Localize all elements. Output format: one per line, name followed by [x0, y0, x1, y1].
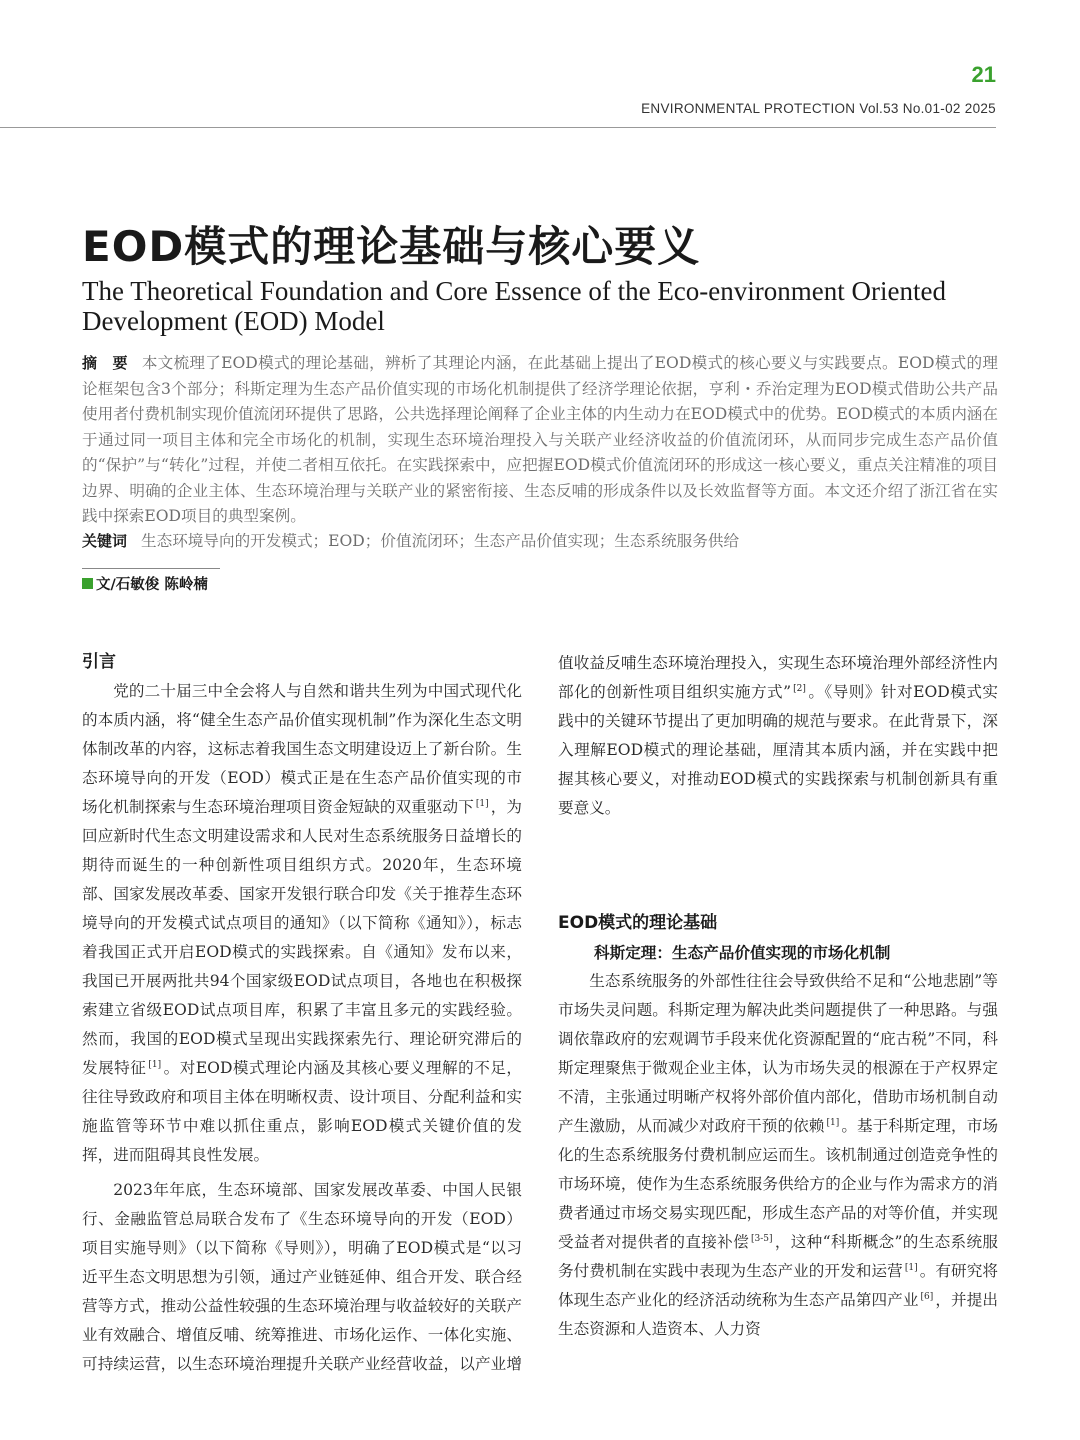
citation: [1]	[826, 1118, 840, 1128]
intro-paragraph-2	[558, 648, 998, 823]
citation: [2]	[793, 684, 806, 694]
author-line	[82, 573, 208, 594]
abstract-label: 摘 要	[82, 354, 128, 372]
abstract	[82, 351, 998, 530]
keywords	[82, 529, 998, 555]
subsection-heading-coase: 科斯定理：生态产品价值实现的市场化机制	[594, 943, 891, 962]
right-column	[558, 909, 998, 1378]
citation: [1]	[148, 1060, 162, 1070]
intro-p1-text-a: 党的二十届三中全会将人与自然和谐共生列为中国式现代化的本质内涵，将“健全生态产品价值实现机制”作为深化生态文明体制改革的内容，这标志着我国生态文明建设迈上了新台阶。生态环境导向的开发（EOD）模式正是在生态产品价值实现的市场化机制探索与生态环境治理项目资金短缺的双重驱动下	[82, 682, 522, 816]
coase-text-b: 。基于科斯定理，市场化的生态系统服务付费机制应运而生。该机制通过创造竞争性的市场环境，使作为生态系统服务供给方的企业与作为需求方的消费者通过市场交易实现匹配，形成生态产品的对等价值，并实现受益者对提供者的直接补偿	[558, 1117, 998, 1251]
section-heading-theory: EOD模式的理论基础	[558, 913, 718, 933]
coase-text-c: ，这种“科斯概念”的生态系统服务付费机制在实践中表现为生态产业的开发和运营	[558, 1233, 998, 1280]
coase-text-a: 生态系统服务的外部性往往会导致供给不足和“公地悲剧”等市场失灵问题。科斯定理为解决此类问题提供了一种思路。与强调依靠政府的宏观调节手段来优化资源配置的“庇古税”不同，科斯定理聚焦于微观企业主体，认为市场失灵的根源在于产权界定不清，主张通过明晰产权将外部价值内部化，借助市场机制自动产生激励，从而减少对政府干预的依赖	[558, 972, 998, 1135]
article-title-en: The Theoretical Foundation and Core Essence of the Eco-environment Oriented Development (EOD) Model	[82, 276, 946, 336]
header-divider	[0, 127, 996, 128]
citation: [3-5]	[750, 1234, 773, 1244]
citation: [1]	[475, 799, 489, 809]
intro-p1-text-c: 。对EOD模式理论内涵及其核心要义理解的不足，往往导致政府和项目主体在明晰权责、设计项目、分配利益和实施监管等环节中难以抓住重点，影响EOD模式关键价值的发挥，进而阻碍其良性发展。	[82, 1059, 522, 1164]
intro-p2-text-a: 2023年年底，生态环境部、国家发展改革委、中国人民银行、金融监管总局联合发布了《生态环境导向的开发（EOD）项目实施导则》（以下简称《导则》），明确了EOD模式是“以习近平生态文明思想为引领，通过产业链延伸、组合开发、联合经营等方式，推动公益性较强的生态环境治理与收益较好的关联产业有效融合、增值反哺、统筹推进、市场化运作、一体化实施、可持续运营，以生态环境治理提升关联产业经营收益，以产业增	[82, 1181, 522, 1373]
author-divider	[82, 568, 220, 569]
page-number: 21	[971, 62, 996, 87]
article-title-cn: EOD模式的理论基础与核心要义	[82, 222, 701, 271]
coase-paragraph	[558, 967, 998, 1344]
coase-text-d: 。有研究将体现生态产业化的经济活动统称为生态产品第四产业	[558, 1262, 998, 1309]
citation: [6]	[920, 1292, 934, 1302]
keywords-text: 生态环境导向的开发模式；EOD；价值流闭环；生态产品价值实现；生态系统服务供给	[141, 532, 740, 550]
keywords-label: 关键词	[82, 532, 128, 550]
right-column-continuation	[558, 648, 998, 823]
intro-p2-text-a: 值收益反哺生态环境治理投入，实现生态环境治理外部经济性内部化的创新性项目组织实施方式”	[558, 654, 998, 701]
author-text: 文/石敏俊 陈岭楠	[96, 577, 208, 593]
abstract-text: 本文梳理了EOD模式的理论基础，辨析了其理论内涵，在此基础上提出了EOD模式的核心要义与实践要点。EOD模式的理论框架包含3个部分；科斯定理为生态产品价值实现的市场化机制提供了经济学理论依据，亨利・乔治定理为EOD模式借助公共产品使用者付费机制实现价值流闭环提供了思路，公共选择理论阐释了企业主体的内生动力在EOD模式中的优势。EOD模式的本质内涵在于通过同一项目主体和完全市场化的机制，实现生态环境治理投入与关联产业经济收益的价值流闭环，从而同步完成生态产品价值的“保护”与“转化”过程，并使二者相互依托。在实践探索中，应把握EOD模式价值流闭环的形成这一核心要义，重点关注精准的项目边界、明确的企业主体、生态环境治理与关联产业的紧密衔接、生态反哺的形成条件以及长效监督等方面。本文还介绍了浙江省在实践中探索EOD项目的典型案例。	[82, 354, 998, 525]
left-column	[82, 648, 522, 1378]
green-square-icon	[82, 578, 93, 589]
coase-text-e: ，并提出生态资源和人造资本、人力资	[558, 1291, 998, 1338]
journal-info: ENVIRONMENTAL PROTECTION Vol.53 No.01-02 2025	[641, 101, 996, 116]
left-column-overflow-clone	[558, 648, 998, 823]
intro-paragraph-2	[82, 1176, 522, 1378]
intro-p1-text-b: ，为回应新时代生态文明建设需求和人民对生态系统服务日益增长的期待而诞生的一种创新性项目组织方式。2020年，生态环境部、国家发展改革委、国家开发银行联合印发《关于推荐生态环境导向的开发模式试点项目的通知》（以下简称《通知》），标志着我国正式开启EOD模式的实践探索。自《通知》发布以来，我国已开展两批共94个国家级EOD试点项目，各地也在积极探索建立省级EOD试点项目库，积累了丰富且多元的实践经验。然而，我国的EOD模式呈现出实践探索先行、理论研究滞后的发展特征	[82, 798, 522, 1077]
citation: [1]	[904, 1263, 918, 1273]
intro-paragraph-1	[82, 677, 522, 1170]
intro-heading: 引言	[82, 652, 116, 672]
intro-p2-text-b: 。《导则》针对EOD模式实践中的关键环节提出了更加明确的规范与要求。在此背景下，深入理解EOD模式的理论基础，厘清其本质内涵，并在实践中把握其核心要义，对推动EOD模式的实践探索与机制创新具有重要意义。	[558, 683, 998, 817]
